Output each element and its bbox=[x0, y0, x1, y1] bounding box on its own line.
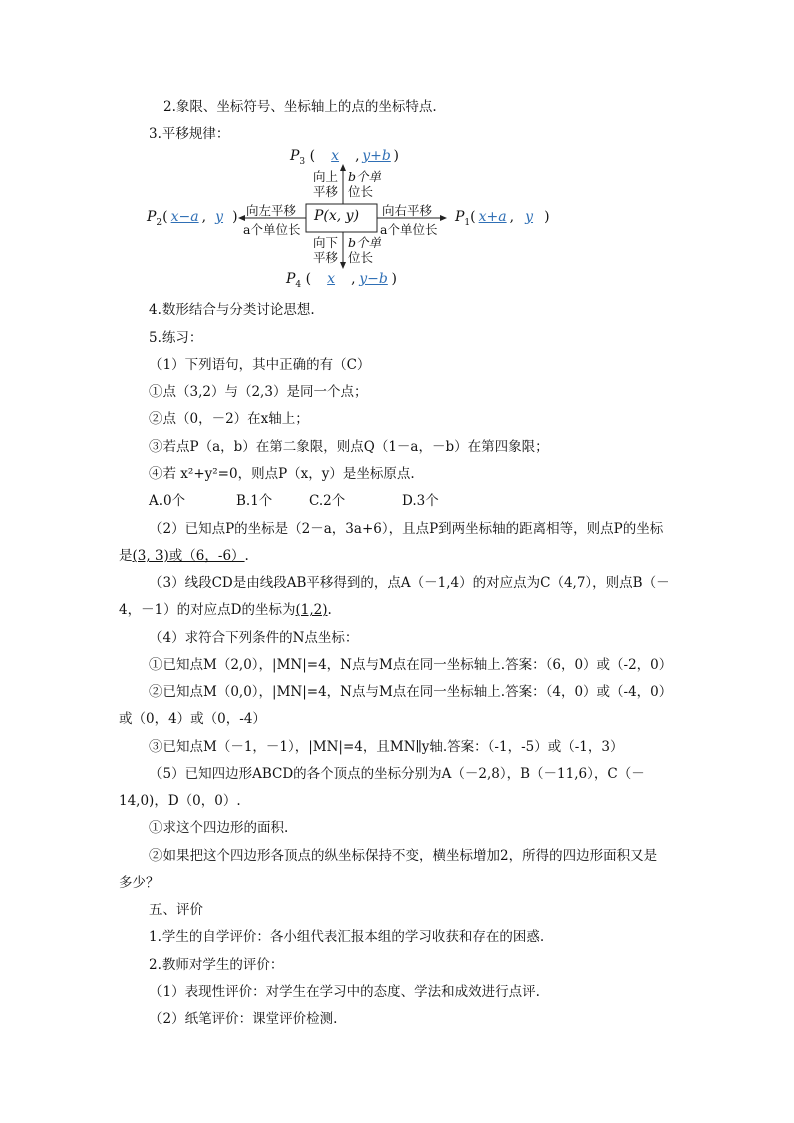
up-left-label: 向上 平移 bbox=[313, 169, 339, 199]
down-arrow-head bbox=[340, 262, 346, 269]
center-point: P(x, y) bbox=[314, 208, 360, 224]
option-d: D.3个 bbox=[402, 493, 439, 509]
text-line: 是(3, 3)或（6，-6）. bbox=[119, 548, 249, 564]
text-line: ①点（3,2）与（2,3）是同一个点； bbox=[149, 384, 368, 400]
text-line: （4）求符合下列条件的N点坐标： bbox=[149, 630, 359, 646]
option-a: A.0个 bbox=[149, 493, 186, 509]
point-p2: $P_2$( x−a , y ) bbox=[147, 209, 238, 228]
text-line: ①已知点M（2,0），|MN|=4，N点与M点在同一坐标轴上.答案：（6，0）或（-2，0） bbox=[149, 657, 673, 673]
point-p3: $P_3$ ( x , y+b ) bbox=[290, 148, 399, 167]
right-top-label: 向右平移 bbox=[382, 203, 433, 218]
text-line: ③若点P（a，b）在第二象限，则点Q（1－a，－b）在第四象限； bbox=[149, 439, 549, 455]
down-left-label: 向下 平移 bbox=[313, 235, 339, 265]
down-right-label: b个单 位长 bbox=[348, 235, 382, 265]
text-line: （5）已知四边形ABCD的各个顶点的坐标分别为A（－2,8），B（－11,6），C（－ bbox=[149, 766, 645, 782]
text-line: 5.练习： bbox=[149, 330, 203, 346]
text-line: 4，－1）的对应点D的坐标为(1,2). bbox=[119, 602, 332, 618]
text-line: 2.教师对学生的评价： bbox=[149, 957, 284, 973]
text-line: ②点（0，－2）在x轴上； bbox=[149, 411, 309, 427]
left-top-label: 向左平移 bbox=[246, 203, 297, 218]
text-line: ②如果把这个四边形各顶点的纵坐标保持不变，横坐标增加2，所得的四边形面积又是 bbox=[149, 848, 658, 864]
section-heading: 五、评价 bbox=[149, 902, 203, 918]
text-line: ②已知点M（0,0），|MN|=4，N点与M点在同一坐标轴上.答案：（4，0）或（-4，0） bbox=[149, 684, 673, 700]
text-line: ④若 x²+y²=0，则点P（x，y）是坐标原点. bbox=[149, 466, 415, 482]
text-line: （2）纸笔评价：课堂评价检测. bbox=[149, 1011, 338, 1027]
text-line: （2）已知点P的坐标是（2－a，3a+6），且点P到两坐标轴的距离相等，则点P的坐标 bbox=[149, 521, 664, 537]
right-arrow-head bbox=[440, 215, 447, 221]
text-line: 4.数形结合与分类讨论思想. bbox=[149, 302, 315, 318]
option-c: C.2个 bbox=[309, 493, 346, 509]
text-line: （1）表现性评价：对学生在学习中的态度、学法和成效进行点评. bbox=[149, 984, 540, 1000]
text-line: 1.学生的自学评价：各小组代表汇报本组的学习收获和存在的困惑. bbox=[149, 929, 545, 945]
point-p1: $P_1$( x+a , y ) bbox=[455, 209, 550, 228]
point-p4: $P_4$ ( x , y−b ) bbox=[286, 271, 397, 290]
text-line: （1）下列语句，其中正确的有（C） bbox=[149, 357, 371, 373]
right-bottom-label: a个单位长 bbox=[380, 222, 438, 237]
text-line: 或（0，4）或（0，-4） bbox=[119, 711, 266, 727]
text-line: 14,0)，D（0，0）. bbox=[119, 793, 241, 809]
text-line: 2.象限、坐标符号、坐标轴上的点的坐标特点. bbox=[163, 99, 437, 115]
option-b: B.1个 bbox=[236, 493, 273, 509]
left-bottom-label: a个单位长 bbox=[243, 222, 301, 237]
text-line: （3）线段CD是由线段AB平移得到的，点A（－1,4）的对应点为C（4,7），则点B（－ bbox=[149, 575, 670, 591]
text-line: ①求这个四边形的面积. bbox=[149, 820, 289, 836]
up-right-label: b个单 位长 bbox=[348, 169, 382, 199]
text-line: 多少？ bbox=[119, 875, 160, 891]
text-line: ③已知点M（－1，－1），|MN|=4，且MN∥y轴.答案：（-1，-5）或（-1，3） bbox=[149, 739, 624, 755]
text-line: 3.平移规律： bbox=[149, 126, 230, 142]
